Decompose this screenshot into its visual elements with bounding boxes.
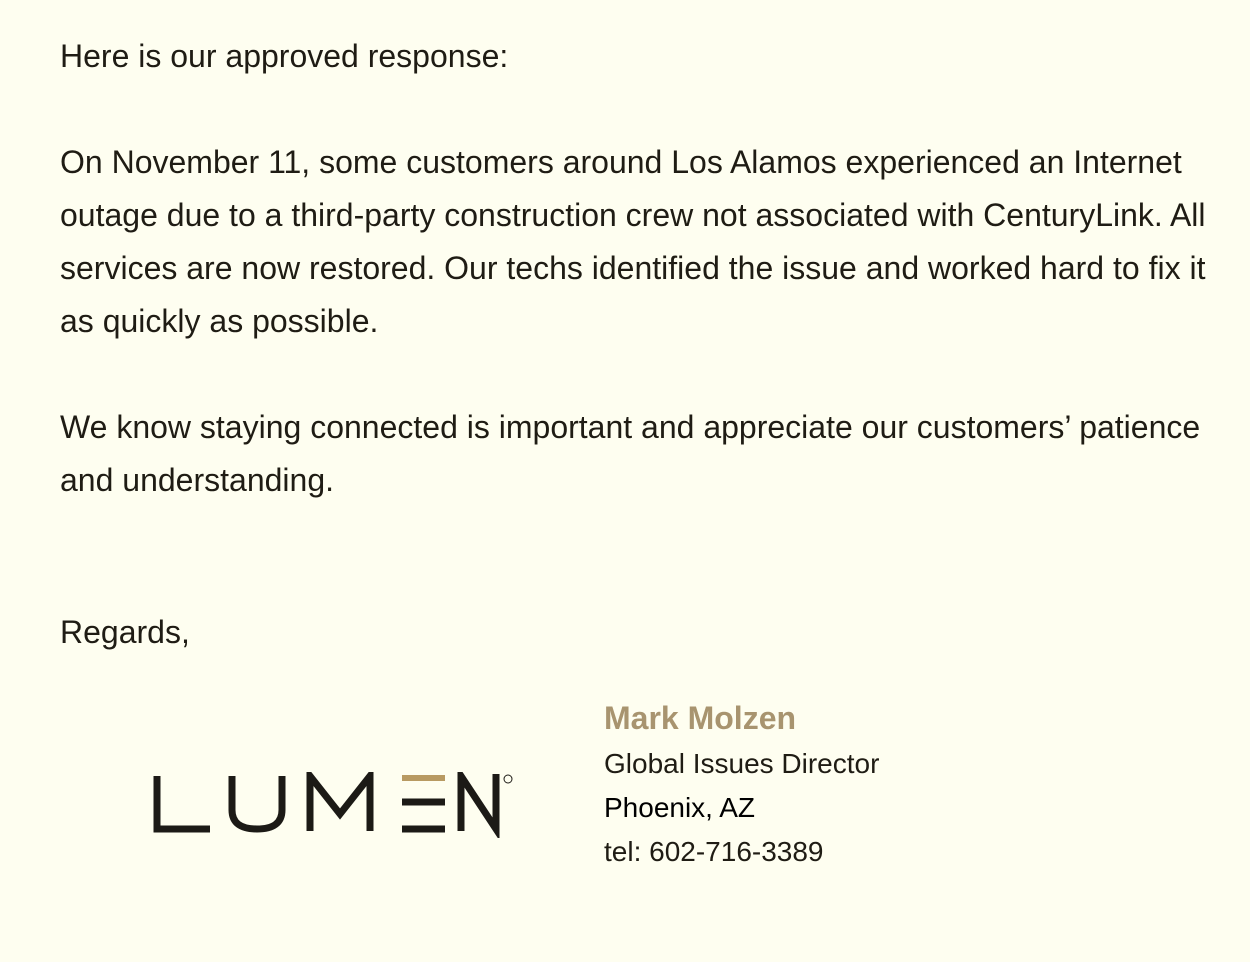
signature-title: Global Issues Director <box>604 748 880 779</box>
signature-name: Mark Molzen <box>604 700 797 736</box>
intro-line: Here is our approved response: <box>60 38 509 74</box>
lumen-logo-icon <box>150 772 520 838</box>
lumen-logo <box>150 772 520 838</box>
email-signature <box>0 690 1250 890</box>
paragraph-appreciation: We know staying connected is important and appreciate our customers’ patience and understanding. <box>60 409 1201 498</box>
email-body <box>60 30 1230 507</box>
signature-location: Phoenix, AZ <box>604 792 755 823</box>
closing-regards: Regards, <box>60 614 190 650</box>
signature-phone: tel: 602-716-3389 <box>604 836 824 867</box>
paragraph-outage: On November 11, some customers around Los Alamos experienced an Internet outage due to a third-party construction crew not associated with CenturyLink. All services are now restored. Our techs identified the issue and worked hard to fix it as quickly as possible. <box>60 144 1206 339</box>
signature-text <box>604 698 879 874</box>
